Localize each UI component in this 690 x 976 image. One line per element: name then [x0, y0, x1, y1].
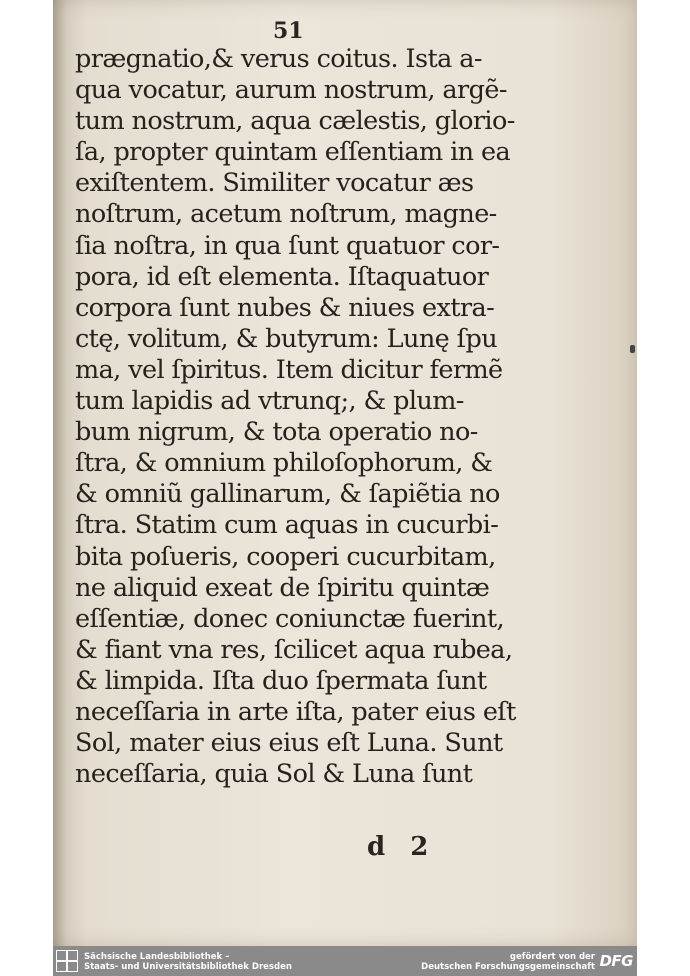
book-page	[53, 0, 637, 946]
funder-credit	[421, 952, 595, 972]
text-line: noſtrum, acetum noſtrum, magne-	[75, 199, 497, 230]
text-line: tum nostrum, aqua cælestis, glorio-	[75, 106, 515, 137]
text-line: ſa, propter quintam eſſentiam in ea	[75, 137, 511, 168]
slub-logo-icon	[56, 950, 78, 972]
text-line: bum nigrum, & tota operatio no-	[75, 417, 478, 448]
text-line: eſſentiæ, donec coniunctæ fuerint,	[75, 603, 504, 634]
text-line: & fiant vna res, ſcilicet aqua rubea,	[75, 634, 513, 665]
library-credit	[84, 952, 292, 972]
dfg-logo-icon: DFG	[599, 952, 633, 970]
text-line: neceſſaria in arte iſta, pater eius eſt	[75, 696, 516, 727]
text-line: ma, vel ſpiritus. Item dicitur fermẽ	[75, 354, 503, 385]
text-line: & limpida. Iſta duo ſpermata ſunt	[75, 665, 487, 696]
page-number: 51	[273, 18, 304, 44]
text-line: Sol, mater eius eius eſt Luna. Sunt	[75, 728, 503, 759]
text-line: ſtra. Statim cum aquas in cucurbi-	[75, 510, 499, 541]
footer-bar	[53, 946, 637, 976]
text-line: bita poſueris, cooperi cucurbitam,	[75, 541, 496, 572]
text-line: ctę, volitum, & butyrum: Lunę ſpu	[75, 323, 498, 354]
text-line: exiſtentem. Similiter vocatur æs	[75, 168, 474, 199]
text-line: qua vocatur, aurum nostrum, argẽ-	[75, 75, 507, 106]
signature-mark: d 2	[367, 832, 437, 862]
text-line: prægnatio,& verus coitus. Ista a-	[75, 44, 482, 74]
text-line: ſia noſtra, in qua ſunt quatuor cor-	[75, 230, 500, 261]
text-line: ne aliquid exeat de ſpiritu quintæ	[75, 572, 490, 603]
text-line: corpora ſunt nubes & niues extra-	[75, 292, 495, 323]
text-line: neceſſaria, quia Sol & Luna ſunt	[75, 759, 473, 790]
funder-line2: Deutschen Forschungsgemeinschaft	[421, 962, 595, 972]
text-line: ſtra, & omnium philoſophorum, &	[75, 448, 493, 479]
text-line: pora, id eſt elementa. Iſtaquatuor	[75, 261, 489, 292]
text-line: tum lapidis ad vtrunq;, & plum-	[75, 386, 464, 417]
page-text-block	[75, 44, 516, 790]
scan-artifact	[630, 345, 635, 353]
library-name-line2: Staats- und Universitätsbibliothek Dresden	[84, 962, 292, 972]
text-line: & omniũ gallinarum, & ſapiẽtia no	[75, 479, 500, 510]
library-name-line1: Sächsische Landesbibliothek –	[84, 952, 230, 962]
funder-line1: gefördert von der	[509, 952, 595, 962]
